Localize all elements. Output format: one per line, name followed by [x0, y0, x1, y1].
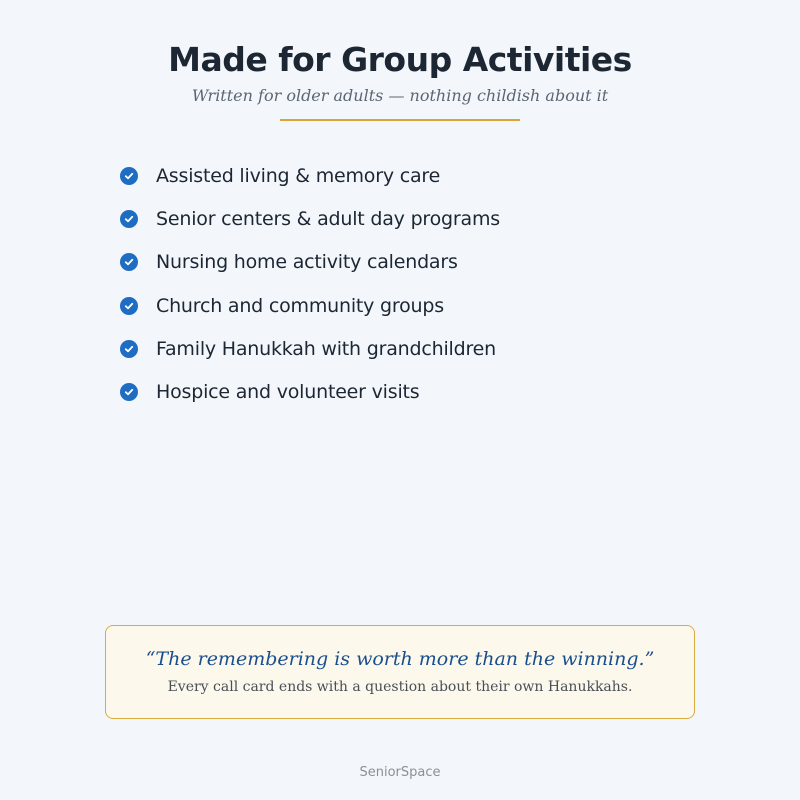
- list-item: [118, 284, 500, 327]
- brand-footer: SeniorSpace: [359, 765, 441, 780]
- list-item: [118, 327, 500, 370]
- check-circle-icon: [120, 340, 138, 358]
- list-item: [118, 241, 500, 284]
- page-title: Made for Group Activities: [168, 40, 632, 79]
- feature-label: Hospice and volunteer visits: [156, 381, 420, 404]
- feature-label: Nursing home activity calendars: [156, 251, 458, 274]
- quote-callout: [105, 625, 695, 719]
- feature-label: Senior centers & adult day programs: [156, 207, 500, 230]
- quote-text: “The remembering is worth more than the winning.”: [145, 648, 655, 670]
- check-circle-icon: [120, 167, 138, 185]
- feature-label: Assisted living & memory care: [156, 164, 441, 187]
- feature-label: Family Hanukkah with grandchildren: [156, 337, 496, 360]
- check-circle-icon: [120, 383, 138, 401]
- check-circle-icon: [120, 253, 138, 271]
- quote-caption: Every call card ends with a question about their own Hanukkahs.: [167, 679, 633, 695]
- title-divider: [280, 119, 520, 121]
- check-circle-icon: [120, 297, 138, 315]
- list-item: [118, 370, 500, 413]
- feature-list: [118, 154, 500, 414]
- list-item: [118, 154, 500, 197]
- page-subtitle: Written for older adults — nothing childish about it: [191, 86, 609, 105]
- check-circle-icon: [120, 210, 138, 228]
- feature-label: Church and community groups: [156, 294, 444, 317]
- list-item: [118, 197, 500, 240]
